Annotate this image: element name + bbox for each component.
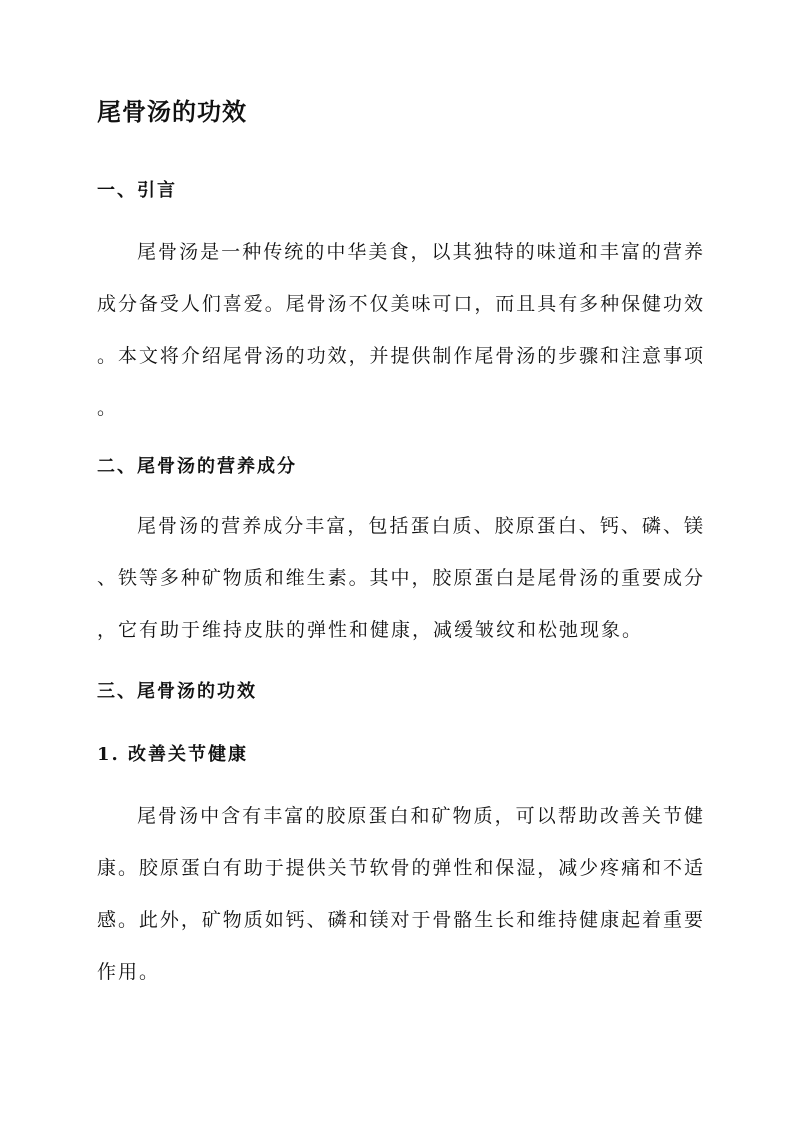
subsection-heading-joint-health: 1. 改善关节健康: [97, 744, 249, 765]
intro-paragraph: [97, 226, 703, 434]
document-title: 尾骨汤的功效: [97, 97, 247, 126]
paragraph-line: 尾骨汤是一种传统的中华美食，以其独特的味道和丰富的营养: [137, 241, 703, 263]
section-heading-nutrition: 二、尾骨汤的营养成分: [97, 456, 297, 477]
nutrition-paragraph: [97, 500, 703, 656]
paragraph-line: 尾骨汤中含有丰富的胶原蛋白和矿物质，可以帮助改善关节健: [137, 805, 703, 827]
paragraph-line: 尾骨汤的营养成分丰富，包括蛋白质、胶原蛋白、钙、磷、镁: [137, 515, 703, 537]
paragraph-line: 、铁等多种矿物质和维生素。其中，胶原蛋白是尾骨汤的重要成分: [97, 567, 703, 589]
joint-health-paragraph: [97, 790, 703, 998]
paragraph-line: 。: [97, 397, 119, 419]
paragraph-line: 康。胶原蛋白有助于提供关节软骨的弹性和保湿，减少疼痛和不适: [97, 857, 703, 879]
paragraph-line: 感。此外，矿物质如钙、磷和镁对于骨骼生长和维持健康起着重要: [97, 909, 703, 931]
paragraph-line: ，它有助于维持皮肤的弹性和健康，减缓皱纹和松弛现象。: [97, 619, 644, 641]
paragraph-line: 。本文将介绍尾骨汤的功效，并提供制作尾骨汤的步骤和注意事项: [97, 345, 703, 367]
section-heading-intro: 一、引言: [97, 180, 177, 201]
section-heading-effects: 三、尾骨汤的功效: [97, 681, 257, 702]
paragraph-line: 成分备受人们喜爱。尾骨汤不仅美味可口，而且具有多种保健功效: [97, 293, 703, 315]
paragraph-line: 作用。: [97, 961, 161, 983]
